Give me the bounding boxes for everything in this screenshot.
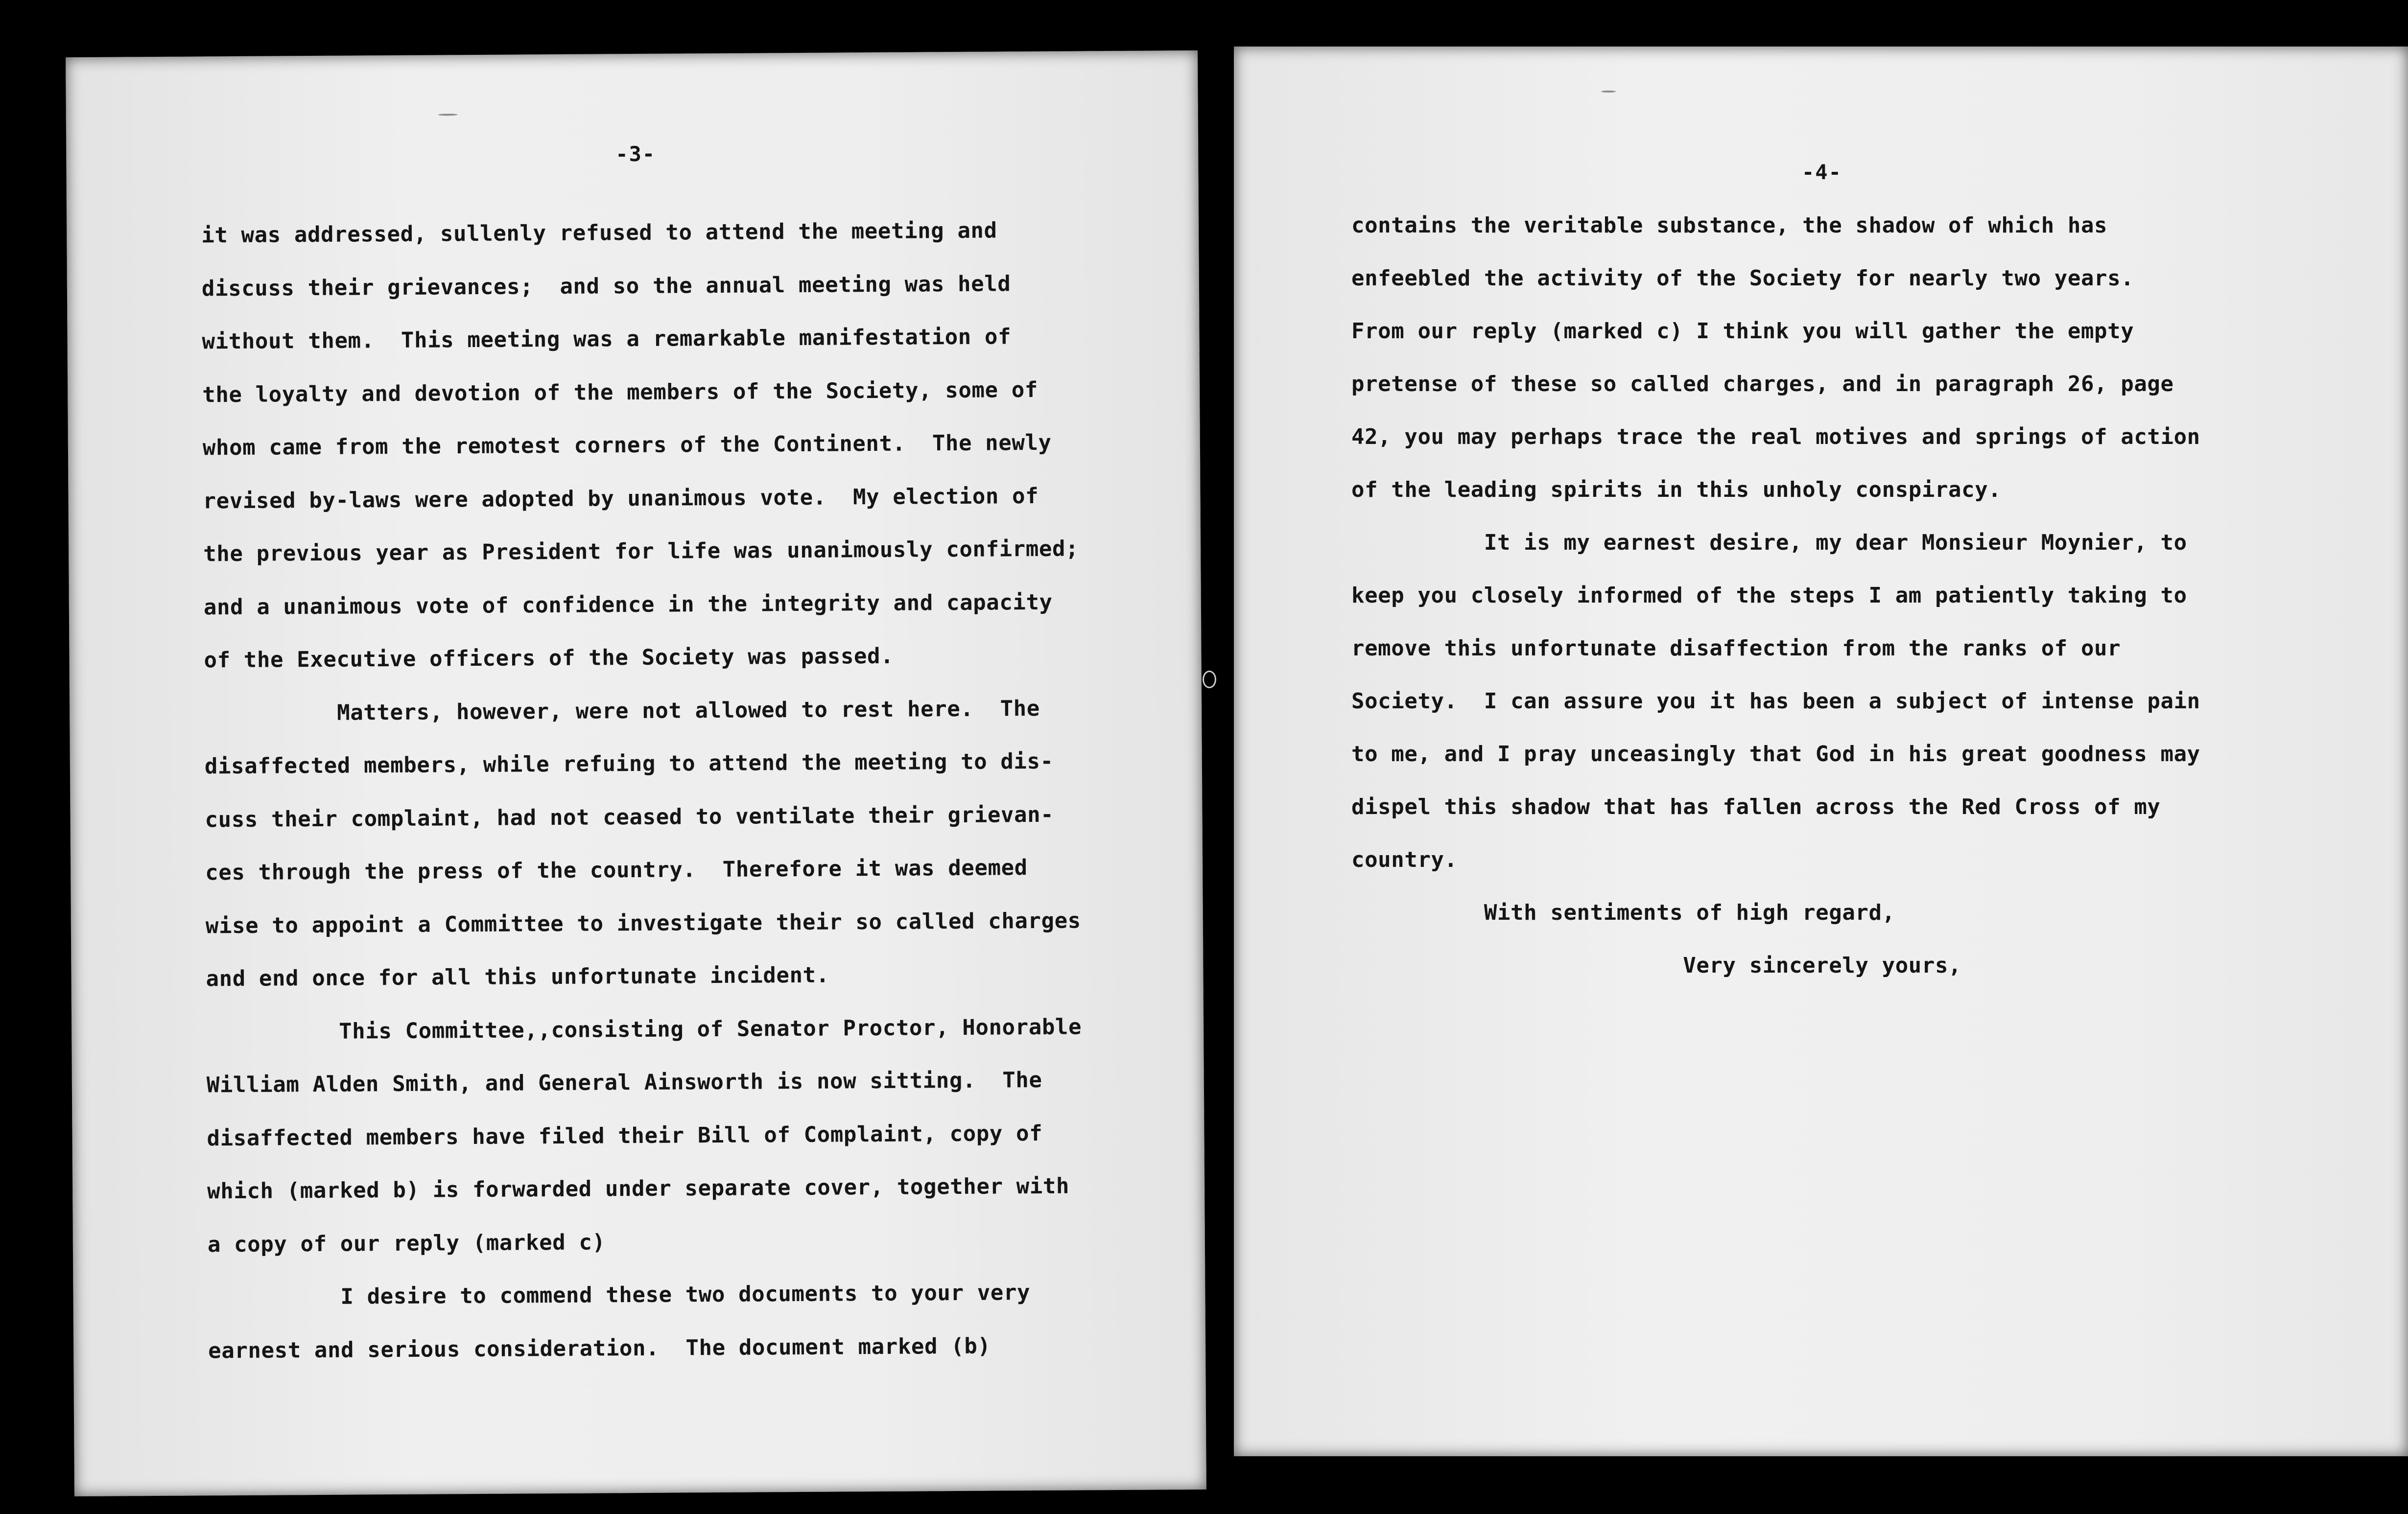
- text-line: Society. I can assure you it has been a subject of intense pain: [1351, 689, 2200, 714]
- text-line: which (marked b) is forwarded under separate cover, together with: [207, 1173, 1070, 1204]
- text-line: of the leading spirits in this unholy conspiracy.: [1351, 477, 2002, 502]
- text-line: disaffected members, while refuing to attend the meeting to dis-: [204, 748, 1054, 779]
- text-line: pretense of these so called charges, and in paragraph 26, page: [1351, 372, 2174, 396]
- text-line: Matters, however, were not allowed to rest here. The: [204, 696, 1040, 726]
- page-number: -3-: [615, 141, 656, 166]
- text-line: the previous year as President for life was unanimously confirmed;: [203, 536, 1079, 567]
- text-line: wise to appoint a Committee to investigate their so called charges: [205, 908, 1081, 938]
- text-line: and end once for all this unfortunate incident.: [206, 962, 829, 992]
- page-3-sheet: [66, 50, 1206, 1496]
- text-line: remove this unfortunate disaffection from the ranks of our: [1351, 636, 2121, 661]
- text-line: dispel this shadow that has fallen across the Red Cross of my: [1351, 794, 2161, 819]
- text-line: 42, you may perhaps trace the real motives and springs of action: [1351, 424, 2200, 449]
- text-line: revised by-laws were adopted by unanimous vote. My election of: [203, 483, 1039, 513]
- text-line: It is my earnest desire, my dear Monsieur Moynier, to: [1351, 530, 2187, 555]
- binding-hole: [1203, 671, 1216, 688]
- text-line: I desire to commend these two documents to your very: [208, 1280, 1031, 1310]
- text-line: it was addressed, sullenly refused to attend the meeting and: [201, 218, 997, 248]
- text-line: discuss their grievances; and so the annual meeting was held: [201, 271, 1011, 301]
- page-number: -4-: [1802, 160, 1842, 184]
- text-line: to me, and I pray unceasingly that God in his great goodness may: [1351, 742, 2200, 767]
- text-line: With sentiments of high regard,: [1351, 900, 1895, 925]
- text-line: From our reply (marked c) I think you will gather the empty: [1351, 319, 2134, 344]
- text-line: the loyalty and devotion of the members of the Society, some of: [202, 377, 1039, 407]
- text-line: Very sincerely yours,: [1351, 953, 1962, 978]
- text-line: disaffected members have filed their Bill of Complaint, copy of: [207, 1120, 1043, 1151]
- text-line: of the Executive officers of the Society was passed.: [204, 643, 894, 673]
- text-line: keep you closely informed of the steps I am patiently taking to: [1351, 583, 2187, 608]
- text-line: earnest and serious consideration. The document marked (b): [208, 1333, 991, 1363]
- text-line: contains the veritable substance, the shadow of which has: [1351, 213, 2108, 238]
- paper-mark: [1601, 91, 1616, 93]
- text-line: enfeebled the activity of the Society for nearly two years.: [1351, 266, 2134, 291]
- text-line: a copy of our reply (marked c): [207, 1229, 606, 1257]
- text-line: whom came from the remotest corners of the Continent. The newly: [202, 430, 1052, 461]
- text-line: and a unanimous vote of confidence in the integrity and capacity: [203, 589, 1053, 620]
- text-line: This Committee,,consisting of Senator Proctor, Honorable: [206, 1014, 1082, 1045]
- text-line: country.: [1351, 847, 1458, 872]
- paper-mark: [438, 114, 458, 116]
- text-line: ces through the press of the country. Therefore it was deemed: [205, 855, 1028, 885]
- text-line: without them. This meeting was a remarkable manifestation of: [202, 324, 1012, 354]
- text-line: cuss their complaint, had not ceased to ventilate their grievan-: [205, 802, 1054, 832]
- text-line: William Alden Smith, and General Ainsworth is now sitting. The: [206, 1067, 1042, 1098]
- page-4-sheet: [1234, 47, 2408, 1456]
